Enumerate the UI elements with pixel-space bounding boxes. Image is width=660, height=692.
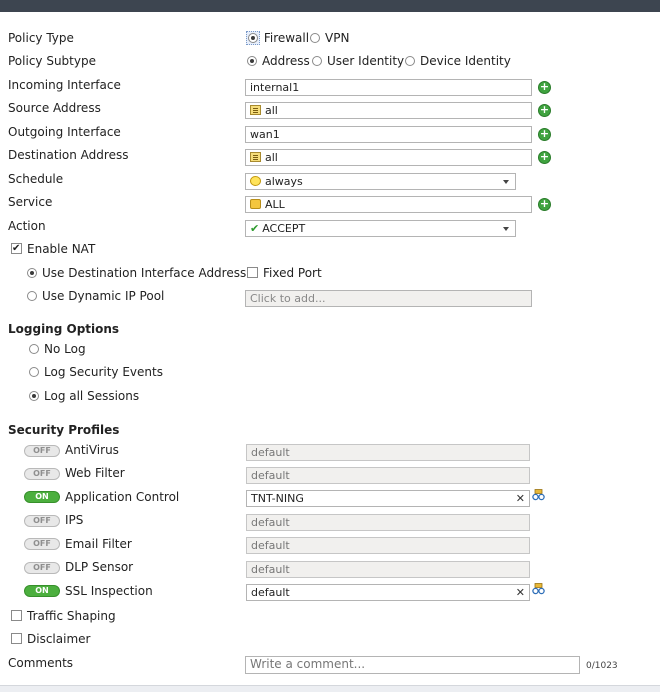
antivirus-toggle[interactable]: OFF (24, 445, 60, 457)
enable-nat-checkbox[interactable]: ✔Enable NAT (11, 241, 95, 257)
web-filter-label: Web Filter (65, 466, 125, 480)
dlp-sensor-label: DLP Sensor (65, 560, 134, 574)
radio-icon (312, 56, 322, 66)
schedule-select[interactable]: always (245, 173, 516, 190)
window-top-bar (0, 0, 660, 12)
radio-selected-icon (248, 33, 258, 43)
policy-type-label: Policy Type (8, 31, 74, 45)
add-incoming-interface-button[interactable]: + (539, 80, 550, 93)
checkbox-checked-icon (11, 243, 22, 254)
edit-profile-icon[interactable] (532, 489, 545, 501)
incoming-interface-label: Incoming Interface (8, 78, 121, 92)
radio-selected-icon (29, 391, 39, 401)
window-bottom-bar (0, 685, 660, 692)
use-dynamic-ip-pool-radio[interactable]: Use Dynamic IP Pool (27, 288, 164, 304)
email-filter-profile-field: default (246, 537, 530, 554)
service-field[interactable]: ALL (245, 196, 532, 213)
ips-profile-field: default (246, 514, 530, 531)
antivirus-profile-field: default (246, 444, 530, 461)
radio-icon (29, 344, 39, 354)
incoming-interface-field[interactable]: internal1 (245, 79, 532, 96)
check-icon: ✔ (250, 222, 260, 235)
radio-icon (405, 56, 415, 66)
action-select[interactable]: ✔ ACCEPT (245, 220, 516, 237)
destination-address-field[interactable]: all (245, 149, 532, 166)
dlp-sensor-toggle[interactable]: OFF (24, 562, 60, 574)
ip-pool-field[interactable]: Click to add... (245, 290, 532, 307)
checkbox-icon (11, 610, 22, 621)
clear-icon[interactable]: ✕ (515, 586, 525, 599)
ssl-inspection-profile-field[interactable]: default ✕ (246, 584, 530, 601)
log-security-events-radio[interactable]: Log Security Events (29, 364, 163, 380)
address-list-icon (250, 105, 261, 115)
fixed-port-checkbox[interactable]: Fixed Port (247, 265, 322, 281)
source-address-field[interactable]: all (245, 102, 532, 119)
use-destination-interface-radio[interactable]: Use Destination Interface Address (27, 265, 246, 281)
source-address-label: Source Address (8, 101, 101, 115)
radio-selected-icon (247, 56, 257, 66)
web-filter-toggle[interactable]: OFF (24, 468, 60, 480)
add-destination-address-button[interactable]: + (539, 150, 550, 163)
schedule-label: Schedule (8, 172, 64, 186)
action-label: Action (8, 219, 46, 233)
radio-icon (27, 291, 37, 301)
dlp-sensor-profile-field: default (246, 561, 530, 578)
disclaimer-checkbox[interactable]: Disclaimer (11, 631, 90, 647)
edit-profile-icon[interactable] (532, 583, 545, 595)
traffic-shaping-checkbox[interactable]: Traffic Shaping (11, 608, 116, 624)
security-profiles-heading: Security Profiles (8, 423, 120, 437)
ips-label: IPS (65, 513, 84, 527)
comments-label: Comments (8, 656, 74, 670)
add-service-button[interactable]: + (539, 197, 550, 210)
add-outgoing-interface-button[interactable]: + (539, 127, 550, 140)
ssl-inspection-toggle[interactable]: ON (24, 585, 60, 597)
policy-subtype-address-radio[interactable]: Address (247, 53, 310, 69)
policy-subtype-label: Policy Subtype (8, 54, 96, 68)
application-control-label: Application Control (65, 490, 180, 504)
comment-character-counter: 0/1023 (586, 661, 618, 671)
outgoing-interface-field[interactable]: wan1 (245, 126, 532, 143)
checkbox-icon (11, 633, 22, 644)
ips-toggle[interactable]: OFF (24, 515, 60, 527)
email-filter-toggle[interactable]: OFF (24, 538, 60, 550)
policy-subtype-device-identity-radio[interactable]: Device Identity (405, 53, 511, 69)
logging-options-heading: Logging Options (8, 322, 120, 336)
policy-type-firewall-radio[interactable]: Firewall (246, 30, 309, 46)
checkbox-icon (247, 267, 258, 278)
log-all-sessions-radio[interactable]: Log all Sessions (29, 388, 139, 404)
outgoing-interface-label: Outgoing Interface (8, 125, 121, 139)
web-filter-profile-field: default (246, 467, 530, 484)
service-label: Service (8, 195, 53, 209)
comments-textarea[interactable]: Write a comment... (245, 656, 580, 674)
no-log-radio[interactable]: No Log (29, 341, 86, 357)
service-icon (250, 199, 261, 209)
email-filter-label: Email Filter (65, 537, 132, 551)
policy-subtype-user-identity-radio[interactable]: User Identity (312, 53, 404, 69)
destination-address-label: Destination Address (8, 148, 129, 162)
antivirus-label: AntiVirus (65, 443, 119, 457)
radio-icon (310, 33, 320, 43)
add-source-address-button[interactable]: + (539, 103, 550, 116)
ssl-inspection-label: SSL Inspection (65, 584, 153, 598)
application-control-toggle[interactable]: ON (24, 491, 60, 503)
radio-selected-icon (27, 268, 37, 278)
chevron-down-icon (503, 227, 509, 231)
clear-icon[interactable]: ✕ (515, 492, 525, 505)
address-list-icon (250, 152, 261, 162)
clock-icon (250, 176, 261, 186)
radio-icon (29, 367, 39, 377)
policy-type-vpn-radio[interactable]: VPN (310, 30, 349, 46)
application-control-profile-field[interactable]: TNT-NING ✕ (246, 490, 530, 507)
chevron-down-icon (503, 180, 509, 184)
